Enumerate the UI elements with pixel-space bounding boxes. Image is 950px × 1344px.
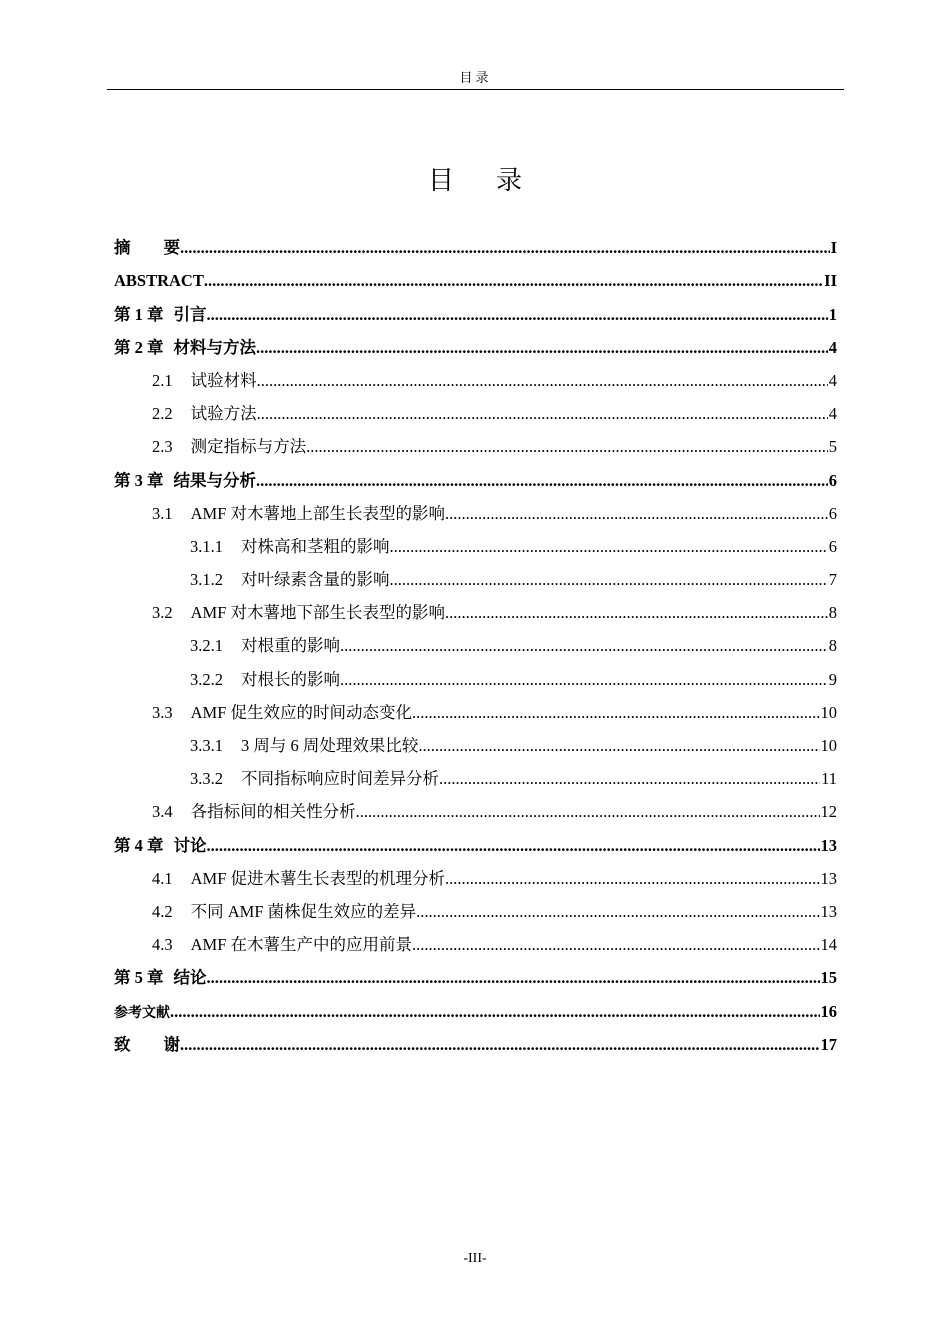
- toc-entry-number: 3.3.2: [190, 769, 223, 789]
- toc-entry-number: 第 2 章: [114, 337, 164, 357]
- dot-leader: [390, 537, 828, 557]
- toc-entry-label: 不同 AMF 菌株促生效应的差异: [190, 901, 417, 921]
- toc-entry-page: 13: [820, 835, 837, 855]
- dot-leader: [306, 437, 828, 457]
- dot-leader: [445, 603, 828, 623]
- toc-entry-label: 对根长的影响: [241, 669, 340, 689]
- toc-entry[interactable]: [114, 690, 837, 723]
- toc-entry[interactable]: [114, 457, 837, 490]
- toc-entry-label: 试验材料: [190, 370, 257, 390]
- toc-entry-page: 11: [821, 769, 837, 789]
- toc-entry-page: 10: [820, 702, 837, 722]
- toc-entry-page: 6: [828, 503, 837, 523]
- running-header-text: 目录: [459, 70, 492, 85]
- page-title: 目录: [427, 166, 564, 196]
- toc-entry-number: 3.1.1: [190, 536, 223, 556]
- toc-entry-page: 4: [828, 337, 837, 357]
- toc-entry-number: 2.3: [152, 437, 173, 457]
- toc-entry[interactable]: [114, 922, 837, 955]
- toc-entry-number: 2.2: [152, 404, 173, 424]
- toc-entry-label: AMF 对木薯地下部生长表型的影响: [190, 603, 446, 623]
- toc-entry-page: 10: [820, 736, 837, 755]
- toc-entry[interactable]: [114, 988, 837, 1021]
- toc-entry-label: 摘 要: [114, 238, 180, 258]
- toc-entry[interactable]: [114, 590, 837, 623]
- toc-entry-page: 13: [820, 901, 837, 921]
- toc-entry-number: 3.3: [152, 702, 173, 722]
- toc-entry-label: 试验方法: [190, 404, 257, 424]
- toc-entry-number: 4.3: [152, 935, 173, 955]
- toc-entry-page: 15: [820, 968, 837, 988]
- toc-entry-page: 4: [828, 370, 837, 390]
- running-header: [107, 68, 844, 90]
- dot-leader: [416, 902, 819, 922]
- toc-entry-number: 第 5 章: [114, 968, 164, 988]
- toc-entry-number: 3.1: [152, 503, 173, 523]
- dot-leader: [340, 636, 828, 656]
- toc-entry[interactable]: [114, 723, 837, 756]
- toc-entry-number: 4.2: [152, 901, 173, 921]
- toc-entry-page: 8: [828, 603, 837, 623]
- toc-entry-label: 结果与分析: [173, 470, 256, 490]
- toc-entry[interactable]: [114, 889, 837, 922]
- page-number-footer: -III-: [463, 1251, 487, 1266]
- toc-entry-page: 6: [828, 470, 837, 490]
- toc-entry-label: AMF 在木薯生产中的应用前景: [190, 935, 413, 955]
- toc-entry-number: 第 3 章: [114, 470, 164, 490]
- toc-entry-label: 3 周与 6 周处理效果比较: [241, 736, 419, 755]
- dot-leader: [180, 1035, 820, 1055]
- toc-entry-label: 不同指标响应时间差异分析: [241, 769, 439, 789]
- toc-entry-number: 3.4: [152, 802, 173, 822]
- toc-entry-number: 第 4 章: [114, 835, 164, 855]
- dot-leader: [256, 471, 828, 491]
- toc-entry[interactable]: [114, 225, 837, 258]
- toc-entry-page: I: [830, 238, 837, 258]
- toc-entry[interactable]: [114, 524, 837, 557]
- toc-entry-page: 1: [828, 304, 837, 324]
- toc-entry-label: 致 谢: [114, 1034, 180, 1054]
- toc-entry[interactable]: [114, 258, 837, 291]
- toc-entry[interactable]: [114, 325, 837, 358]
- dot-leader: [412, 935, 819, 955]
- toc-entry-page: 14: [820, 935, 837, 955]
- dot-leader: [445, 869, 819, 889]
- dot-leader: [412, 703, 819, 723]
- toc-entry[interactable]: [114, 822, 837, 855]
- toc-entry-page: 5: [828, 437, 837, 457]
- toc-entry-page: 6: [828, 536, 837, 556]
- toc-entry-page: 12: [820, 802, 837, 822]
- dot-leader: [204, 271, 823, 291]
- dot-leader: [207, 968, 820, 988]
- toc-entry-label: 对根重的影响: [241, 636, 340, 656]
- toc-entry[interactable]: [114, 1022, 837, 1055]
- dot-leader: [257, 404, 828, 424]
- toc-entry-label: 参考文献: [114, 1005, 170, 1021]
- toc-entry-number: 3.3.1: [190, 736, 223, 755]
- toc-entry-number: 4.1: [152, 868, 173, 888]
- toc-entry-label: 讨论: [173, 835, 207, 855]
- toc-entry-page: 4: [828, 404, 837, 424]
- toc-entry[interactable]: [114, 557, 837, 590]
- dot-leader: [257, 371, 828, 391]
- toc-entry-number: 3.2.1: [190, 636, 223, 656]
- toc-entry-page: 16: [820, 1001, 837, 1021]
- toc-entry-label: 结论: [173, 968, 207, 988]
- toc-entry-page: II: [824, 271, 837, 291]
- toc-entry-label: ABSTRACT: [114, 271, 204, 291]
- toc-entry-label: 材料与方法: [173, 337, 256, 357]
- dot-leader: [439, 769, 820, 789]
- toc-entry-page: 17: [820, 1034, 837, 1054]
- toc-entry-page: 13: [820, 868, 837, 888]
- toc-entry[interactable]: [114, 656, 837, 689]
- toc-entry-number: 3.1.2: [190, 570, 223, 590]
- dot-leader: [207, 836, 820, 856]
- toc-entry-page: 7: [828, 570, 837, 590]
- toc-entry[interactable]: [114, 291, 837, 324]
- toc-entry[interactable]: [114, 789, 837, 822]
- toc-entry-number: 第 1 章: [114, 304, 164, 324]
- toc-entry-label: 对叶绿素含量的影响: [241, 570, 390, 590]
- table-of-contents: [114, 225, 837, 1055]
- toc-entry-label: AMF 促生效应的时间动态变化: [190, 702, 413, 722]
- toc-entry-label: 测定指标与方法: [190, 437, 307, 457]
- toc-entry-number: 3.2.2: [190, 669, 223, 689]
- dot-leader: [256, 338, 828, 358]
- toc-entry-label: 引言: [173, 304, 207, 324]
- toc-entry-label: AMF 促进木薯生长表型的机理分析: [190, 868, 446, 888]
- toc-entry-page: 9: [828, 669, 837, 689]
- toc-entry[interactable]: [114, 391, 837, 424]
- dot-leader: [340, 670, 828, 690]
- toc-entry[interactable]: [114, 491, 837, 524]
- toc-entry-label: 各指标间的相关性分析: [190, 802, 356, 822]
- toc-entry[interactable]: [114, 955, 837, 988]
- dot-leader: [356, 802, 820, 822]
- dot-leader: [170, 1002, 820, 1022]
- toc-entry-number: 2.1: [152, 370, 173, 390]
- dot-leader: [180, 238, 830, 258]
- dot-leader: [207, 305, 828, 325]
- dot-leader: [418, 736, 819, 756]
- toc-entry[interactable]: [114, 424, 837, 457]
- toc-entry[interactable]: [114, 856, 837, 889]
- toc-entry-number: 3.2: [152, 603, 173, 623]
- toc-entry[interactable]: [114, 358, 837, 391]
- dot-leader: [445, 504, 828, 524]
- dot-leader: [390, 570, 828, 590]
- toc-entry-page: 8: [828, 636, 837, 656]
- toc-entry[interactable]: [114, 623, 837, 656]
- toc-entry-label: 对株高和茎粗的影响: [241, 536, 390, 556]
- toc-entry[interactable]: [114, 756, 837, 789]
- toc-entry-label: AMF 对木薯地上部生长表型的影响: [190, 503, 446, 523]
